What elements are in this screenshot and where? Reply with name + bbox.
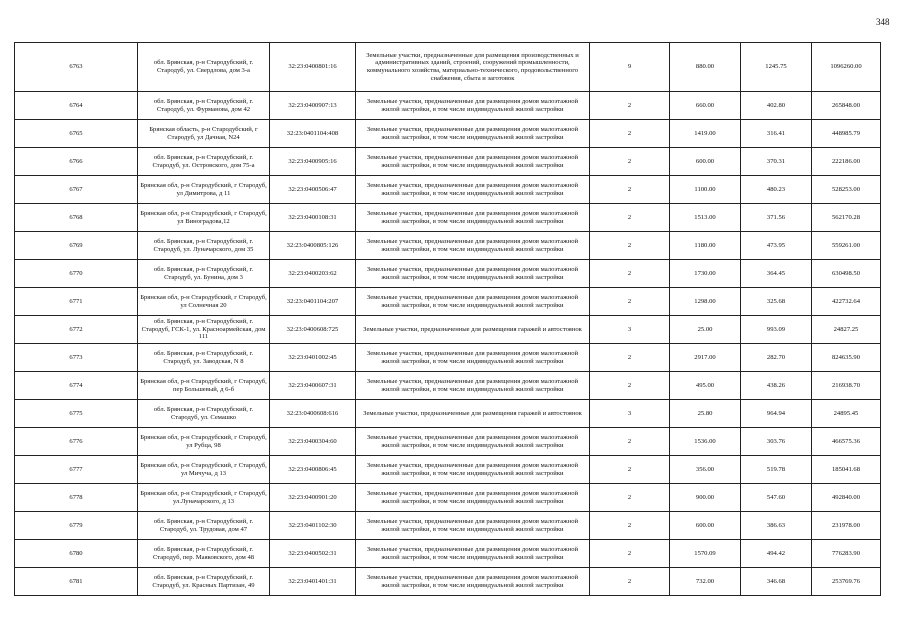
cadastral-value-table: [14, 42, 881, 596]
address-cell: обл. Брянская, р-н Стародубский, г. Стародуб, ул. Свердлова, дом 3-а: [138, 43, 270, 92]
row-number: 6771: [15, 288, 138, 316]
group-cell: 2: [590, 288, 670, 316]
address-cell: Брянская область, р-н Стародубский, г Стародуб, ул Дачная, N24: [138, 120, 270, 148]
row-number: 6776: [15, 428, 138, 456]
land-use-cell: Земельные участки, предназначенные для размещения домов малоэтажной жилой застройки, в том числе индивидуальной жилой застройки: [356, 372, 590, 400]
group-cell: 2: [590, 344, 670, 372]
cadastral-number-cell: 32:23:0400304:60: [270, 428, 356, 456]
cadastral-number-cell: 32:23:0400901:20: [270, 484, 356, 512]
row-number: 6780: [15, 540, 138, 568]
area-cell: 732.00: [670, 568, 741, 596]
area-cell: 900.00: [670, 484, 741, 512]
land-use-cell: Земельные участки, предназначенные для размещения домов малоэтажной жилой застройки, в том числе индивидуальной жилой застройки: [356, 120, 590, 148]
cadastral-value-cell: 24827.25: [812, 316, 881, 344]
row-number: 6773: [15, 344, 138, 372]
cadastral-number-cell: 32:23:0400108:31: [270, 204, 356, 232]
specific-value-cell: 993.09: [741, 316, 812, 344]
table-row: [15, 484, 881, 512]
specific-value-cell: 438.26: [741, 372, 812, 400]
cadastral-value-cell: 466575.36: [812, 428, 881, 456]
land-use-cell: Земельные участки, предназначенные для размещения домов малоэтажной жилой застройки, в том числе индивидуальной жилой застройки: [356, 484, 590, 512]
specific-value-cell: 316.41: [741, 120, 812, 148]
table-row: [15, 512, 881, 540]
land-use-cell: Земельные участки, предназначенные для размещения домов малоэтажной жилой застройки, в том числе индивидуальной жилой застройки: [356, 148, 590, 176]
table-row: [15, 400, 881, 428]
land-use-cell: Земельные участки, предназначенные для размещения гаражей и автостоянок: [356, 400, 590, 428]
address-cell: обл. Брянская, р-н Стародубский, г. Стародуб, ул. Красных Партизан, 49: [138, 568, 270, 596]
cadastral-number-cell: 32:23:0401104:408: [270, 120, 356, 148]
table-row: [15, 540, 881, 568]
land-use-cell: Земельные участки, предназначенные для размещения домов малоэтажной жилой застройки, в том числе индивидуальной жилой застройки: [356, 428, 590, 456]
cadastral-value-cell: 824635.90: [812, 344, 881, 372]
cadastral-number-cell: 32:23:0400907:13: [270, 92, 356, 120]
address-cell: Брянская обл, р-н Стародубский, г Стародуб, пер Большевый, д 6-б: [138, 372, 270, 400]
area-cell: 880.00: [670, 43, 741, 92]
land-use-cell: Земельные участки, предназначенные для размещения производственных и административных зданий, строений, сооружений промышленности, коммунального хозяйства, материально-технического, продовольственного снабжения, сбыта и заготовок: [356, 43, 590, 92]
address-cell: обл. Брянская, р-н Стародубский, г. Стародуб, ул. Луначарского, дом 35: [138, 232, 270, 260]
row-number: 6768: [15, 204, 138, 232]
area-cell: 600.00: [670, 148, 741, 176]
specific-value-cell: 325.68: [741, 288, 812, 316]
group-cell: 2: [590, 568, 670, 596]
address-cell: обл. Брянская, р-н Стародубский, г. Стародуб, ул. Трудовая, дом 47: [138, 512, 270, 540]
cadastral-number-cell: 32:23:0400203:62: [270, 260, 356, 288]
specific-value-cell: 480.23: [741, 176, 812, 204]
cadastral-value-cell: 422732.64: [812, 288, 881, 316]
address-cell: обл. Брянская, р-н Стародубский, г. Стародуб, пер. Маяковского, дом 48: [138, 540, 270, 568]
cadastral-number-cell: 32:23:0400502:31: [270, 540, 356, 568]
specific-value-cell: 371.56: [741, 204, 812, 232]
group-cell: 2: [590, 232, 670, 260]
cadastral-value-cell: 562170.28: [812, 204, 881, 232]
group-cell: 3: [590, 316, 670, 344]
group-cell: 2: [590, 148, 670, 176]
specific-value-cell: 346.68: [741, 568, 812, 596]
address-cell: Брянская обл, р-н Стародубский, г Стародуб, ул Димитрова, д 11: [138, 176, 270, 204]
address-cell: Брянская обл, р-н Стародубский, г Стародуб, ул Виноградова,12: [138, 204, 270, 232]
area-cell: 1513.00: [670, 204, 741, 232]
group-cell: 2: [590, 204, 670, 232]
table-row: [15, 92, 881, 120]
land-use-cell: Земельные участки, предназначенные для размещения домов малоэтажной жилой застройки, в том числе индивидуальной жилой застройки: [356, 456, 590, 484]
cadastral-number-cell: 32:23:0401102:30: [270, 512, 356, 540]
cadastral-number-cell: 32:23:0401104:207: [270, 288, 356, 316]
group-cell: 9: [590, 43, 670, 92]
cadastral-value-cell: 222186.00: [812, 148, 881, 176]
specific-value-cell: 282.70: [741, 344, 812, 372]
row-number: 6764: [15, 92, 138, 120]
specific-value-cell: 370.31: [741, 148, 812, 176]
table-row: [15, 43, 881, 92]
cadastral-number-cell: 32:23:0400801:16: [270, 43, 356, 92]
specific-value-cell: 473.95: [741, 232, 812, 260]
group-cell: 2: [590, 456, 670, 484]
cadastral-number-cell: 32:23:0400905:16: [270, 148, 356, 176]
land-use-cell: Земельные участки, предназначенные для размещения домов малоэтажной жилой застройки, в том числе индивидуальной жилой застройки: [356, 176, 590, 204]
cadastral-value-cell: 1096260.00: [812, 43, 881, 92]
group-cell: 2: [590, 120, 670, 148]
cadastral-value-cell: 265848.00: [812, 92, 881, 120]
cadastral-number-cell: 32:23:0400607:31: [270, 372, 356, 400]
group-cell: 2: [590, 484, 670, 512]
specific-value-cell: 364.45: [741, 260, 812, 288]
address-cell: обл. Брянская, р-н Стародубский, г. Стародуб, ГСК-1, ул. Красноармейская, дом 111: [138, 316, 270, 344]
address-cell: обл. Брянская, р-н Стародубский, г. Стародуб, ул. Островского, дом 75-а: [138, 148, 270, 176]
table-row: [15, 372, 881, 400]
area-cell: 2917.00: [670, 344, 741, 372]
table-row: [15, 120, 881, 148]
area-cell: 25.80: [670, 400, 741, 428]
cadastral-value-cell: 231978.00: [812, 512, 881, 540]
address-cell: Брянская обл, р-н Стародубский, г Стародуб, ул Мичуча, д 13: [138, 456, 270, 484]
cadastral-number-cell: 32:23:0400608:616: [270, 400, 356, 428]
group-cell: 2: [590, 92, 670, 120]
specific-value-cell: 386.63: [741, 512, 812, 540]
address-cell: Брянская обл, р-н Стародубский, г Стародуб, ул Солнечная 20: [138, 288, 270, 316]
land-use-cell: Земельные участки, предназначенные для размещения домов малоэтажной жилой застройки, в том числе индивидуальной жилой застройки: [356, 204, 590, 232]
address-cell: обл. Брянская, р-н Стародубский, г. Стародуб, ул. Заводская, N 8: [138, 344, 270, 372]
row-number: 6765: [15, 120, 138, 148]
area-cell: 25.00: [670, 316, 741, 344]
table-row: [15, 204, 881, 232]
row-number: 6769: [15, 232, 138, 260]
cadastral-value-cell: 776283.90: [812, 540, 881, 568]
row-number: 6770: [15, 260, 138, 288]
group-cell: 2: [590, 428, 670, 456]
cadastral-number-cell: 32:23:0401401:31: [270, 568, 356, 596]
land-use-cell: Земельные участки, предназначенные для размещения домов малоэтажной жилой застройки, в том числе индивидуальной жилой застройки: [356, 92, 590, 120]
row-number: 6772: [15, 316, 138, 344]
row-number: 6779: [15, 512, 138, 540]
table-row: [15, 176, 881, 204]
cadastral-number-cell: 32:23:0401002:45: [270, 344, 356, 372]
land-use-cell: Земельные участки, предназначенные для размещения домов малоэтажной жилой застройки, в том числе индивидуальной жилой застройки: [356, 232, 590, 260]
row-number: 6781: [15, 568, 138, 596]
row-number: 6774: [15, 372, 138, 400]
cadastral-value-cell: 24895.45: [812, 400, 881, 428]
specific-value-cell: 303.76: [741, 428, 812, 456]
table-body: [15, 43, 881, 596]
address-cell: обл. Брянская, р-н Стародубский, г. Стародуб, ул. Фурманова, дом 42: [138, 92, 270, 120]
area-cell: 1570.09: [670, 540, 741, 568]
cadastral-value-cell: 448985.79: [812, 120, 881, 148]
page-number: 348: [876, 17, 890, 27]
cadastral-value-cell: 559261.00: [812, 232, 881, 260]
cadastral-value-cell: 528253.00: [812, 176, 881, 204]
specific-value-cell: 547.60: [741, 484, 812, 512]
land-use-cell: Земельные участки, предназначенные для размещения домов малоэтажной жилой застройки, в том числе индивидуальной жилой застройки: [356, 288, 590, 316]
cadastral-number-cell: 32:23:0400806:45: [270, 456, 356, 484]
table-row: [15, 260, 881, 288]
group-cell: 2: [590, 176, 670, 204]
land-use-cell: Земельные участки, предназначенные для размещения домов малоэтажной жилой застройки, в том числе индивидуальной жилой застройки: [356, 568, 590, 596]
table-row: [15, 568, 881, 596]
row-number: 6778: [15, 484, 138, 512]
specific-value-cell: 494.42: [741, 540, 812, 568]
address-cell: Брянская обл, р-н Стародубский, г Стародуб, ул.Луначарского, д 13: [138, 484, 270, 512]
land-use-cell: Земельные участки, предназначенные для размещения домов малоэтажной жилой застройки, в том числе индивидуальной жилой застройки: [356, 540, 590, 568]
specific-value-cell: 402.80: [741, 92, 812, 120]
cadastral-number-cell: 32:23:0400608:725: [270, 316, 356, 344]
area-cell: 1298.00: [670, 288, 741, 316]
land-use-cell: Земельные участки, предназначенные для размещения домов малоэтажной жилой застройки, в том числе индивидуальной жилой застройки: [356, 260, 590, 288]
table-row: [15, 288, 881, 316]
specific-value-cell: 964.94: [741, 400, 812, 428]
specific-value-cell: 519.78: [741, 456, 812, 484]
area-cell: 495.00: [670, 372, 741, 400]
row-number: 6767: [15, 176, 138, 204]
cadastral-value-cell: 185041.68: [812, 456, 881, 484]
cadastral-number-cell: 32:23:0400506:47: [270, 176, 356, 204]
land-use-cell: Земельные участки, предназначенные для размещения гаражей и автостоянок: [356, 316, 590, 344]
table-row: [15, 148, 881, 176]
group-cell: 2: [590, 512, 670, 540]
address-cell: Брянская обл, р-н Стародубский, г Стародуб, ул Рубца, 98: [138, 428, 270, 456]
table-row: [15, 344, 881, 372]
area-cell: 1100.00: [670, 176, 741, 204]
table-row: [15, 316, 881, 344]
row-number: 6775: [15, 400, 138, 428]
table-row: [15, 428, 881, 456]
cadastral-value-cell: 492840.00: [812, 484, 881, 512]
area-cell: 1419.00: [670, 120, 741, 148]
specific-value-cell: 1245.75: [741, 43, 812, 92]
area-cell: 356.00: [670, 456, 741, 484]
group-cell: 2: [590, 372, 670, 400]
address-cell: обл. Брянская, р-н Стародубский, г. Стародуб, ул. Семашко: [138, 400, 270, 428]
area-cell: 1536.00: [670, 428, 741, 456]
group-cell: 2: [590, 260, 670, 288]
cadastral-number-cell: 32:23:0400805:126: [270, 232, 356, 260]
area-cell: 1730.00: [670, 260, 741, 288]
area-cell: 660.00: [670, 92, 741, 120]
cadastral-value-cell: 216938.70: [812, 372, 881, 400]
row-number: 6766: [15, 148, 138, 176]
group-cell: 3: [590, 400, 670, 428]
area-cell: 600.00: [670, 512, 741, 540]
cadastral-value-cell: 253769.76: [812, 568, 881, 596]
table-row: [15, 232, 881, 260]
land-use-cell: Земельные участки, предназначенные для размещения домов малоэтажной жилой застройки, в том числе индивидуальной жилой застройки: [356, 512, 590, 540]
table-row: [15, 456, 881, 484]
address-cell: обл. Брянская, р-н Стародубский, г. Стародуб, ул. Бунина, дом 3: [138, 260, 270, 288]
group-cell: 2: [590, 540, 670, 568]
area-cell: 1180.00: [670, 232, 741, 260]
row-number: 6763: [15, 43, 138, 92]
row-number: 6777: [15, 456, 138, 484]
cadastral-value-cell: 630498.50: [812, 260, 881, 288]
land-use-cell: Земельные участки, предназначенные для размещения домов малоэтажной жилой застройки, в том числе индивидуальной жилой застройки: [356, 344, 590, 372]
